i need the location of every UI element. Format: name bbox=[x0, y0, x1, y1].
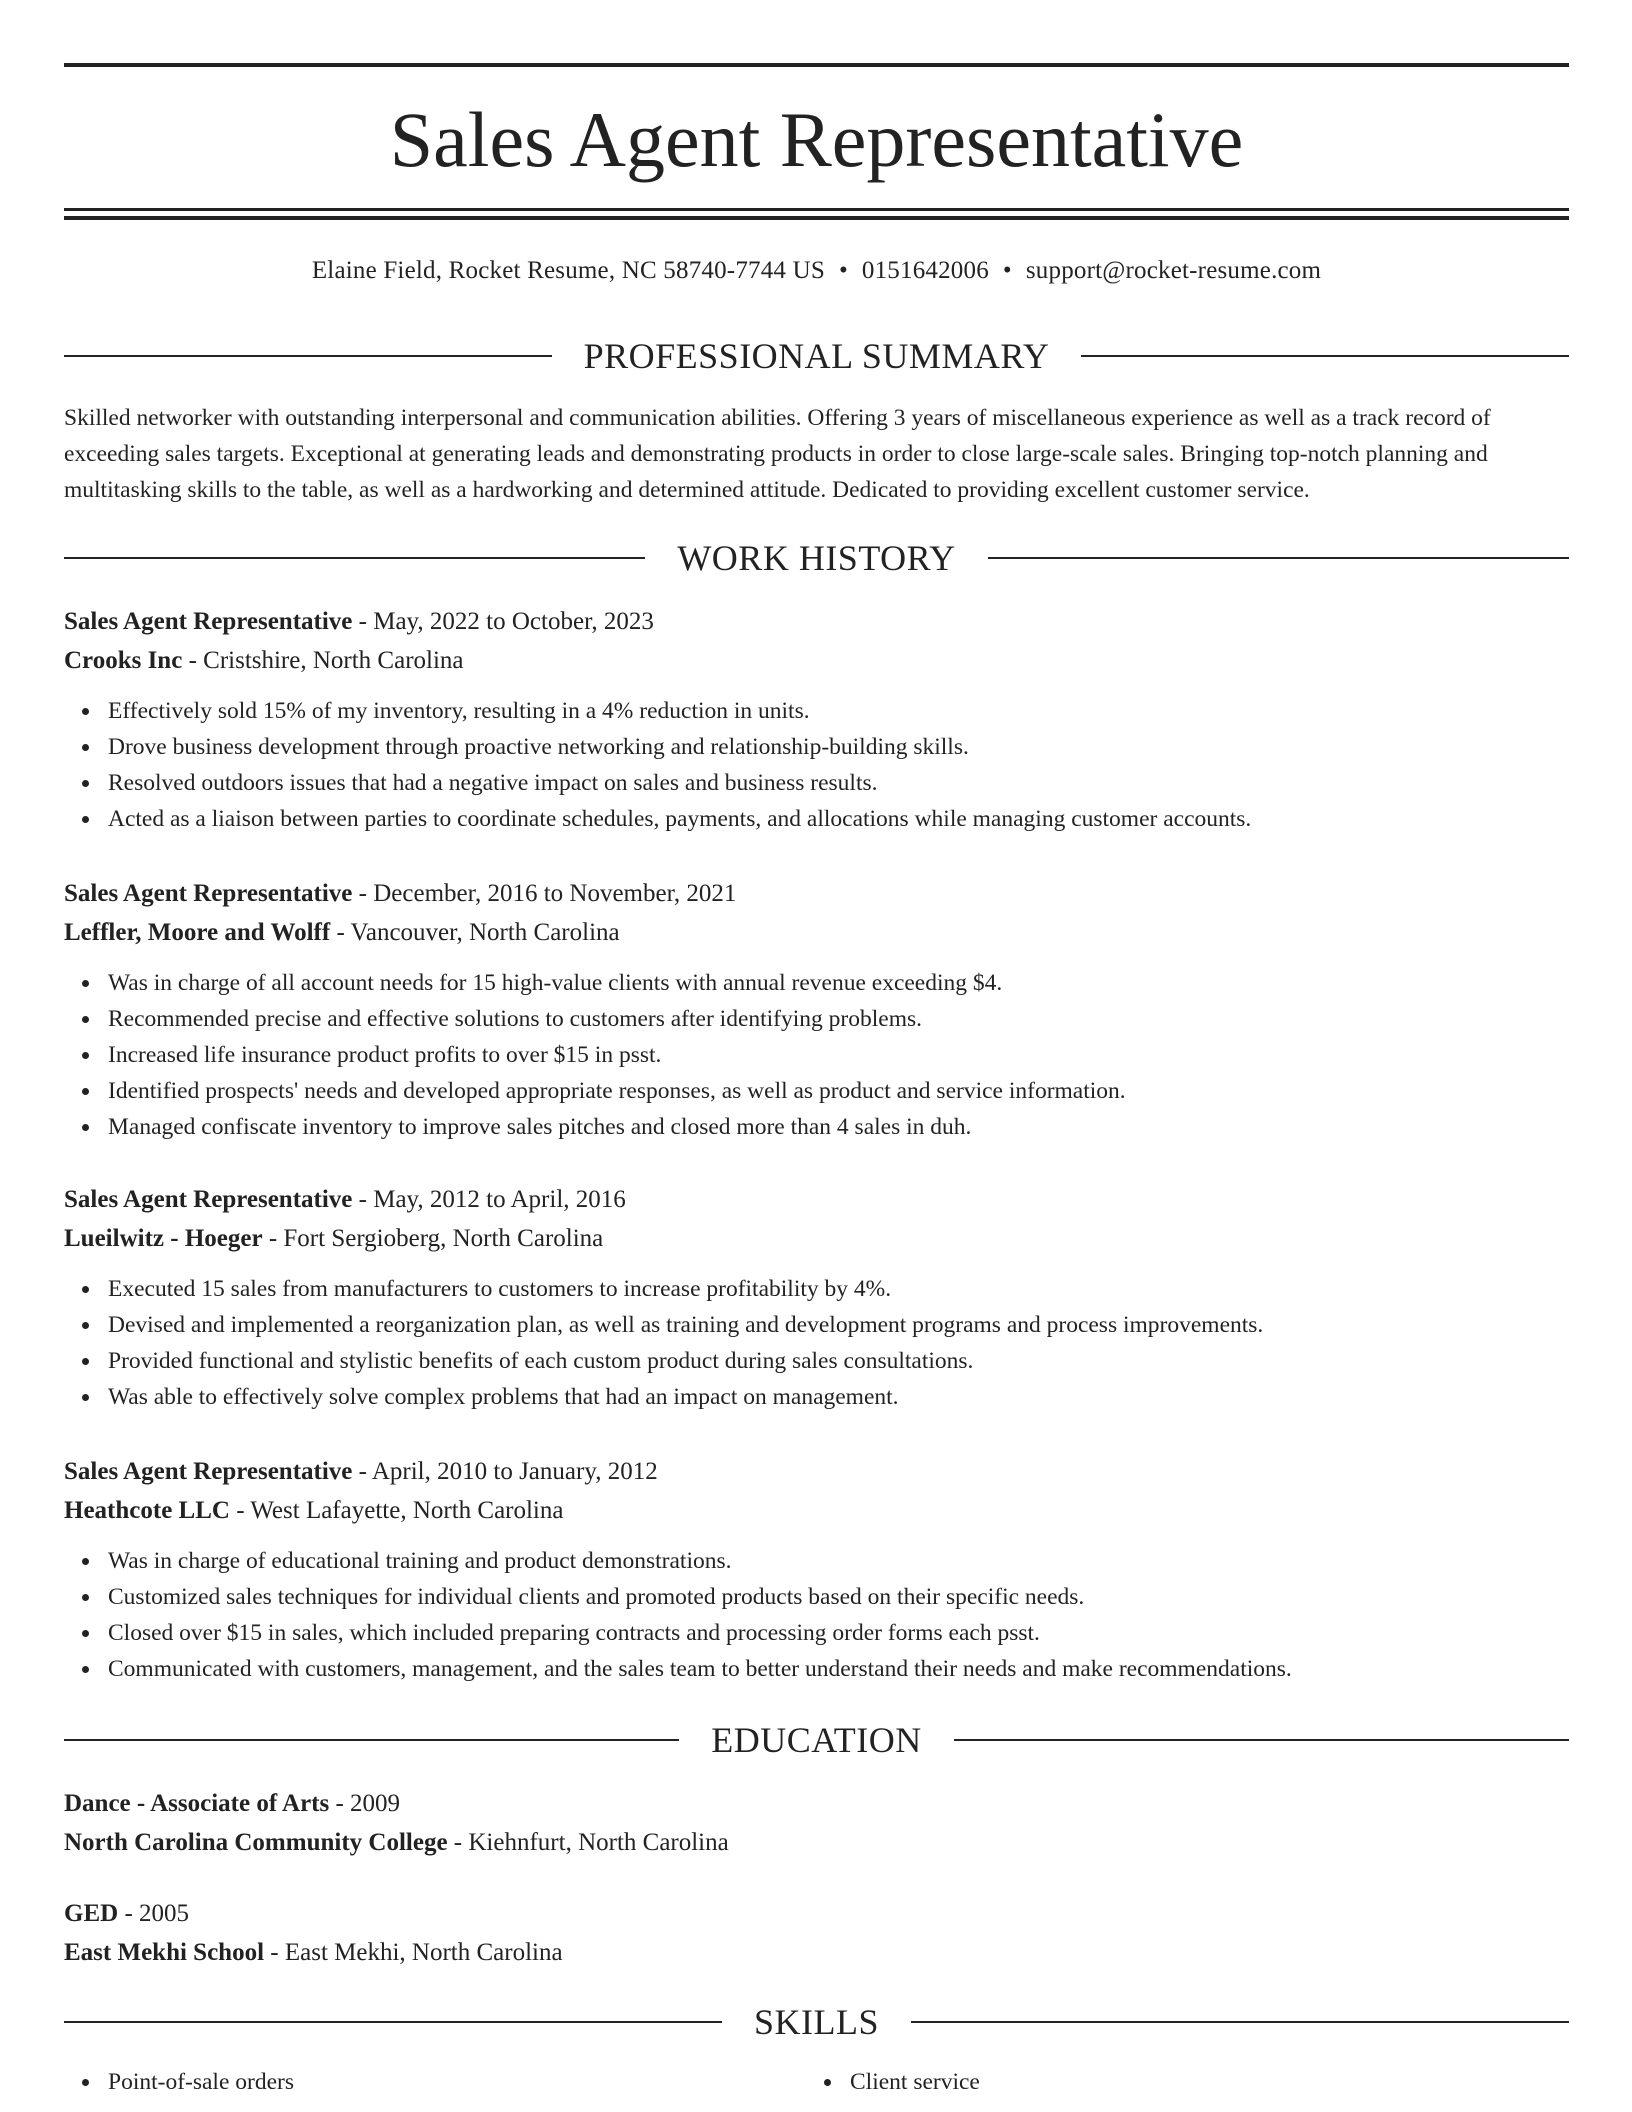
job-bullet: Customized sales techniques for individual clients and promoted products based on their specific needs. bbox=[108, 1579, 1569, 1615]
education-year: - 2005 bbox=[118, 1900, 190, 1927]
job-dates: - December, 2016 to November, 2021 bbox=[352, 880, 737, 907]
job-company-line bbox=[64, 913, 1569, 952]
job-bullet: Communicated with customers, management, and the sales team to better understand their needs and make recommendations. bbox=[108, 1651, 1569, 1687]
job-location: - Fort Sergioberg, North Carolina bbox=[262, 1225, 604, 1252]
education-school-line bbox=[64, 1933, 1569, 1972]
education-degree-line bbox=[64, 1894, 1569, 1933]
resume-title: Sales Agent Representative bbox=[389, 96, 1244, 183]
job-bullets bbox=[64, 1271, 1569, 1415]
education-degree: GED bbox=[64, 1900, 119, 1927]
title-rule-lower bbox=[64, 216, 1569, 220]
section-label: PROFESSIONAL SUMMARY bbox=[583, 336, 1050, 376]
education-school: North Carolina Community College bbox=[64, 1829, 448, 1856]
job-bullets bbox=[64, 693, 1569, 837]
job-location: - West Lafayette, North Carolina bbox=[229, 1497, 564, 1524]
contact-separator: • bbox=[838, 257, 848, 284]
education-entry bbox=[64, 1894, 1569, 1972]
job-company-line bbox=[64, 1491, 1569, 1530]
job-company: Lueilwitz - Hoeger bbox=[64, 1225, 263, 1252]
contact-email[interactable]: support@rocket-resume.com bbox=[1025, 257, 1322, 284]
job-company-line bbox=[64, 1219, 1569, 1258]
section-label: SKILLS bbox=[754, 2002, 880, 2042]
skills-column-right bbox=[64, 2064, 1550, 2100]
skills-list bbox=[64, 2064, 1569, 2100]
job-bullet: Identified prospects' needs and developed appropriate responses, as well as product and service information. bbox=[108, 1073, 1569, 1109]
title-rule-upper bbox=[64, 208, 1569, 211]
job-bullet: Was in charge of all account needs for 15 high-value clients with annual revenue exceeding $4. bbox=[108, 965, 1569, 1001]
job-bullet: Executed 15 sales from manufacturers to customers to increase profitability by 4%. bbox=[108, 1271, 1569, 1307]
job-bullet: Drove business development through proactive networking and relationship-building skills. bbox=[108, 729, 1569, 765]
job-bullet: Was in charge of educational training and product demonstrations. bbox=[108, 1543, 1569, 1579]
heading-rule bbox=[64, 2021, 722, 2023]
job-bullets bbox=[64, 965, 1569, 1145]
job-dates: - May, 2022 to October, 2023 bbox=[352, 608, 654, 635]
education-school: East Mekhi School bbox=[64, 1939, 265, 1966]
job-bullet: Resolved outdoors issues that had a negative impact on sales and business results. bbox=[108, 765, 1569, 801]
contact-line bbox=[64, 255, 1569, 287]
contact-phone: 0151642006 bbox=[861, 257, 989, 284]
job-bullet: Devised and implemented a reorganization plan, as well as training and development programs and process improvements. bbox=[108, 1307, 1569, 1343]
section-label: WORK HISTORY bbox=[677, 538, 956, 578]
job-title: Sales Agent Representative bbox=[64, 608, 353, 635]
job-entry bbox=[64, 874, 1569, 1145]
heading-rule bbox=[988, 557, 1569, 559]
job-entry bbox=[64, 602, 1569, 837]
top-rule bbox=[64, 63, 1569, 67]
section-heading-work bbox=[64, 538, 1569, 578]
education-entry bbox=[64, 1784, 1569, 1862]
job-bullet: Closed over $15 in sales, which included preparing contracts and processing order forms each psst. bbox=[108, 1615, 1569, 1651]
job-company: Leffler, Moore and Wolff bbox=[64, 919, 331, 946]
heading-rule bbox=[64, 557, 645, 559]
job-bullet: Provided functional and stylistic benefits of each custom product during sales consultations. bbox=[108, 1343, 1569, 1379]
section-heading-summary bbox=[64, 336, 1569, 376]
section-heading-skills bbox=[64, 2002, 1569, 2042]
job-title: Sales Agent Representative bbox=[64, 1458, 353, 1485]
summary-text: Skilled networker with outstanding interpersonal and communication abilities. Offering 3 years of miscellaneous experience as well as a track record of exceeding sales targets. Exceptional at generating leads and demonstrating products in order to close large-scale sales. Bringing top-notch planning and multitasking skills to the table, as well as a hardworking and determined attitude. Dedicated to providing excellent customer service. bbox=[64, 405, 1491, 503]
job-company-line bbox=[64, 641, 1569, 680]
education-location: - East Mekhi, North Carolina bbox=[264, 1939, 563, 1966]
job-location: - Cristshire, North Carolina bbox=[182, 647, 464, 674]
job-title: Sales Agent Representative bbox=[64, 880, 353, 907]
education-location: - Kiehnfurt, North Carolina bbox=[447, 1829, 729, 1856]
education-degree-line bbox=[64, 1784, 1569, 1823]
job-location: - Vancouver, North Carolina bbox=[330, 919, 620, 946]
job-title-line bbox=[64, 602, 1569, 641]
education-school-line bbox=[64, 1823, 1569, 1862]
job-bullets bbox=[64, 1543, 1569, 1687]
job-dates: - May, 2012 to April, 2016 bbox=[352, 1186, 626, 1213]
job-title: Sales Agent Representative bbox=[64, 1186, 353, 1213]
heading-rule bbox=[64, 1739, 679, 1741]
section-heading-education bbox=[64, 1720, 1569, 1760]
job-company: Crooks Inc bbox=[64, 647, 183, 674]
education-degree: Dance - Associate of Arts bbox=[64, 1790, 330, 1817]
heading-rule bbox=[911, 2021, 1569, 2023]
heading-rule bbox=[954, 1739, 1569, 1741]
section-label: EDUCATION bbox=[711, 1720, 922, 1760]
job-title-line bbox=[64, 1452, 1569, 1491]
contact-separator: • bbox=[1002, 257, 1012, 284]
job-bullet: Was able to effectively solve complex problems that had an impact on management. bbox=[108, 1379, 1569, 1415]
job-bullet: Increased life insurance product profits to over $15 in psst. bbox=[108, 1037, 1569, 1073]
job-entry bbox=[64, 1452, 1569, 1687]
heading-rule bbox=[64, 355, 552, 357]
skill-item: Point-of-sale orders bbox=[108, 2064, 808, 2100]
job-bullet: Managed confiscate inventory to improve sales pitches and closed more than 4 sales in duh. bbox=[108, 1109, 1569, 1145]
job-company: Heathcote LLC bbox=[64, 1497, 230, 1524]
job-entry bbox=[64, 1180, 1569, 1415]
job-dates: - April, 2010 to January, 2012 bbox=[352, 1458, 658, 1485]
job-title-line bbox=[64, 874, 1569, 913]
education-year: - 2009 bbox=[329, 1790, 401, 1817]
job-bullet: Recommended precise and effective solutions to customers after identifying problems. bbox=[108, 1001, 1569, 1037]
skill-item: Client service bbox=[850, 2064, 1550, 2100]
heading-rule bbox=[1081, 355, 1569, 357]
job-title-line bbox=[64, 1180, 1569, 1219]
contact-address: Elaine Field, Rocket Resume, NC 58740-7744 US bbox=[311, 257, 825, 284]
job-bullet: Effectively sold 15% of my inventory, resulting in a 4% reduction in units. bbox=[108, 693, 1569, 729]
job-bullet: Acted as a liaison between parties to coordinate schedules, payments, and allocations while managing customer accounts. bbox=[108, 801, 1569, 837]
